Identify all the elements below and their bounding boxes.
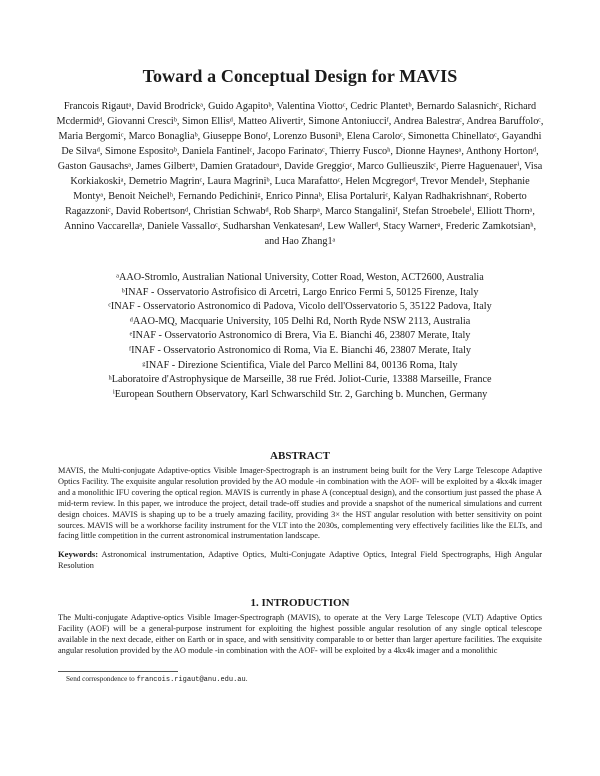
paper-title: Toward a Conceptual Design for MAVIS: [142, 66, 458, 86]
affiliation-a: ᵃAAO-Stromlo, Australian National University, Cotter Road, Weston, ACT2600, Australia: [116, 272, 484, 283]
affiliation-b: ᵇINAF - Osservatorio Astrofisico di Arcetri, Largo Enrico Fermi 5, 50125 Firenze, Italy: [121, 286, 479, 298]
affiliation-c: ᶜINAF - Osservatorio Astronomico di Padova, Vicolo dell'Osservatorio 5, 35122 Padova, Italy: [108, 301, 492, 313]
affiliation-d: ᵈAAO-MQ, Macquarie University, 105 Delhi Rd, North Ryde NSW 2113, Australia: [129, 315, 471, 327]
affiliation-h: ʰLaboratoire d'Astrophysique de Marseille, 38 rue Fréd. Joliot-Curie, 13388 Marseille, France: [108, 374, 492, 386]
abstract-text: MAVIS, the Multi-conjugate Adaptive-optics Visible Imager-Spectrograph is an instrument being built for the Very Large Telescope Adaptive Optics Facility. The exquisite angular resolution provided by the AO module -in combination with the AOF- will be exploited by a 4kx4k imager and a monolithic IFU covering the optical region. MAVIS is currently in phase A (conceptual design), and the consortium just passed the phase A mid-term review. In this paper, we introduce the project, detail trade-off studies and provide a snapshot of the numerical simulations and current design choices. MAVIS is shaping up to be a truely amazing facility, providing 3× the HST angular resolution with better sensitivity on point sources. MAVIS will be a workhorse facility instrument for the VLT into the 2030s, complementing very effectively facilities like the ELTs, and facing little competition in the current astronomical instrumentation landscape.: [58, 466, 542, 541]
section-heading-introduction: 1. INTRODUCTION: [250, 597, 350, 609]
keywords-label: Keywords:: [58, 549, 99, 559]
affiliation-f: ᶠINAF - Osservatorio Astronomico di Roma, Via E. Bianchi 46, 23807 Merate, Italy: [129, 344, 471, 356]
abstract-heading: ABSTRACT: [270, 450, 330, 462]
correspondence-footnote: [66, 675, 247, 684]
affiliation-i: ⁱEuropean Southern Observatory, Karl Schwarschild Str. 2, Garching b. Munchen, Germany: [112, 388, 488, 400]
introduction-text: The Multi-conjugate Adaptive-optics Visible Imager-Spectrograph (MAVIS), to operate at the Very Large Telescope (VLT) Adaptive Optics Facility (AOF) will be a general-purpose instrument for exploiting the highest possible angular resolution of any single optical telescope available in the next decade, either on Earth or in space, and with sensitivity comparable to or better than larger aperture facilities. The exquisite angular resolution provided by the AO module -in combination with the AOF- will be exploited by a 4kx4k imager and a monolithic: [58, 613, 542, 655]
affiliation-e: ᵉINAF - Osservatorio Astronomico di Brera, Via E. Bianchi 46, 23807 Merate, Italy: [129, 330, 471, 342]
correspondence-email[interactable]: francois.rigaut@anu.edu.au: [136, 676, 246, 684]
affiliation-list: [40, 271, 560, 402]
affiliation-g: ᵍINAF - Direzione Scientifica, Viale del Parco Mellini 84, 00136 Roma, Italy: [142, 359, 458, 371]
author-list: Francois Rigautᵃ, David Brodrickᵃ, Guido Agapitoᵇ, Valentina Viottoᶜ, Cedric Plantetᵇ, Bernardo Salasnichᶜ, Richard Mcdermidᵈ, Giovanni Cresciᵇ, Simon Ellisᵈ, Matteo Alivertiᵉ, Simone Antoniucciᶠ, Andrea Balestraᶜ, Andrea Baruffoloᶜ, Maria Bergomiᶜ, Marco Bonagliaᵇ, Giuseppe Bonoᶠ, Lorenzo Busoniᵇ, Elena Caroloᶜ, Simonetta Chinellatoᶜ, Gayandhi De Silvaᵈ, Simone Espositoᵇ, Daniela Fantinelᶜ, Jacopo Farinatoᶜ, Thierry Fuscoʰ, Dionne Haynesᵃ, Anthony Hortonᵈ, Gaston Gausachsᵃ, James Gilbertᵃ, Damien Gratadourᵃ, Davide Greggioᶜ, Marco Gullieuszikᶜ, Pierre Haguenauerⁱ, Visa Korkiakoskiᵃ, Demetrio Magrinᶜ, Laura Magriniᵇ, Luca Marafattoᶜ, Helen Mcgregorᵈ, Trevor Mendelᵃ, Stephanie Montyᵃ, Benoit Neichelʰ, Fernando Pedichiniᵍ, Enrico Pinnaᵇ, Elisa Portaluriᶜ, Kalyan Radhakrishnanᶜ, Roberto Ragazzoniᶜ, David Robertsonᵈ, Christian Schwabᵈ, Rob Sharpᵃ, Marco Stangaliniᶠ, Stefan Stroebeleⁱ, Elliott Thornᵃ, Annino Vaccarellaᵃ, Daniele Vassalloᶜ, Sudharshan Venkatesanᵈ, Lew Wallerᵈ, Stacy Warnerᵃ, Frederic Zamkotsianʰ, and Hao Zhang1ᵃ: [56, 101, 544, 247]
keywords-text: Astronomical instrumentation, Adaptive Optics, Multi-Conjugate Adaptive Optics, Integral Field Spectrographs, High Angular Resolution: [58, 550, 542, 570]
footnote-period: .: [245, 675, 248, 683]
footnote-prefix: Send correspondence to: [66, 675, 135, 683]
footnote-divider: [58, 671, 178, 672]
keywords: [58, 549, 542, 572]
